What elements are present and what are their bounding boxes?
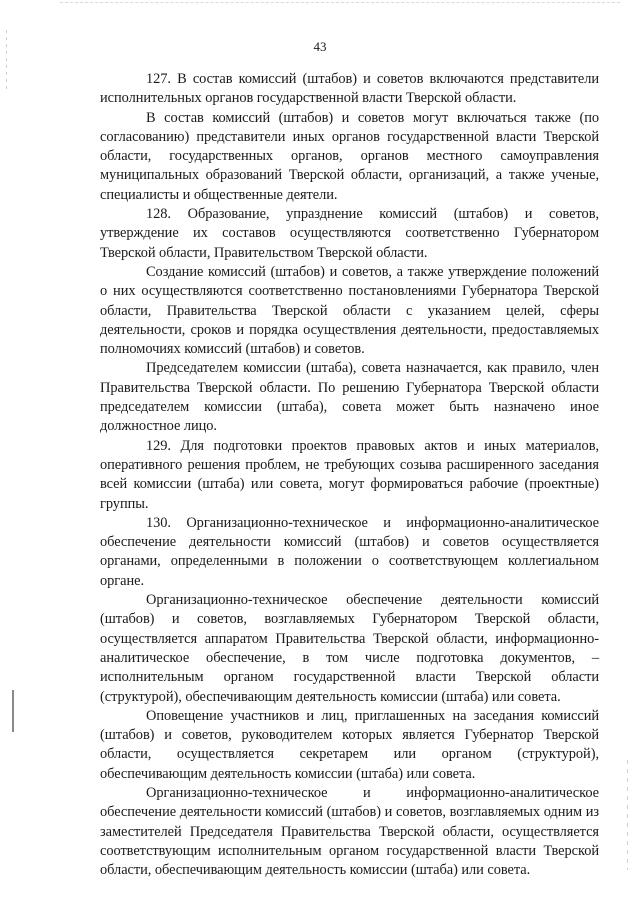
paragraph-128: 128. Образование, упразднение комиссий (штабов) и советов, утверждение их составов осуществляются соответственно Губернатором Тверской области, Правительством Тверской области. [100, 206, 599, 261]
paragraph: Организационно-техническое и информационно-аналитическое обеспечение деятельности комиссий (штабов) и советов, возглавляемых одним из заместителей Председателя Правительства Тверской области, осуществляется соответствующим исполнительным органом государственной власти Тверской области, обеспечивающим деятельность комиссии (штаба) или совета. [100, 784, 599, 879]
paragraph: Создание комиссий (штабов) и советов, а также утверждение положений о них осуществляются соответственно постановлениями Губернатора Тверской области, Правительства Тверской области с указанием целей, сферы деятельности, сроков и порядка осуществления деятельности, предоставляемых полномочиях комиссий (штабов) и советов. [100, 263, 599, 358]
page-number: 43 [313, 39, 327, 54]
scan-header-strip [60, 2, 620, 6]
paragraph: В состав комиссий (штабов) и советов могут включаться также (по согласованию) представители иных органов государственной власти Тверской области, государственных органов, органов местного самоуправления муниципальных образований Тверской области, организаций, а также ученые, специалисты и общественные деятели. [100, 109, 599, 203]
document-body [100, 70, 599, 880]
scan-left-bar [12, 690, 14, 732]
paragraph-129: 129. Для подготовки проектов правовых актов и иных материалов, оперативного решения проблем, не требующих созыва расширенного заседания всей комиссии (штаба) или совета, могут формироваться рабочие (проектные) группы. [100, 437, 599, 512]
scan-margin-mark [627, 760, 628, 870]
paragraph: Оповещение участников и лиц, приглашенных на заседания комиссий (штабов) и советов, руководителем которых является Губернатор Тверской области, осуществляется секретарем или органом (структурой), обеспечивающим деятельность комиссии (штаба) или совета. [100, 707, 599, 782]
paragraph-127: 127. В состав комиссий (штабов) и советов включаются представители исполнительных органов государственной власти Тверской области. [100, 71, 599, 107]
paragraph: Организационно-техническое обеспечение деятельности комиссий (штабов) и советов, возглавляемых Губернатором Тверской области, осуществляется аппаратом Правительства Тверской области, информационно-аналитическое обеспечение, в том числе подготовка документов, – исполнительным органом государственной власти Тверской области (структурой), обеспечивающим деятельность комиссии (штаба) или совета. [100, 592, 599, 705]
paragraph-130: 130. Организационно-техническое и информационно-аналитическое обеспечение деятельности комиссий (штабов) и советов осуществляется органами, определенными в положении о соответствующем коллегиальном органе. [100, 514, 599, 589]
paragraph: Председателем комиссии (штаба), совета назначается, как правило, член Правительства Тверской области. По решению Губернатора Тверской области председателем комиссии (штаба), совета может быть назначено иное должностное лицо. [100, 360, 599, 435]
